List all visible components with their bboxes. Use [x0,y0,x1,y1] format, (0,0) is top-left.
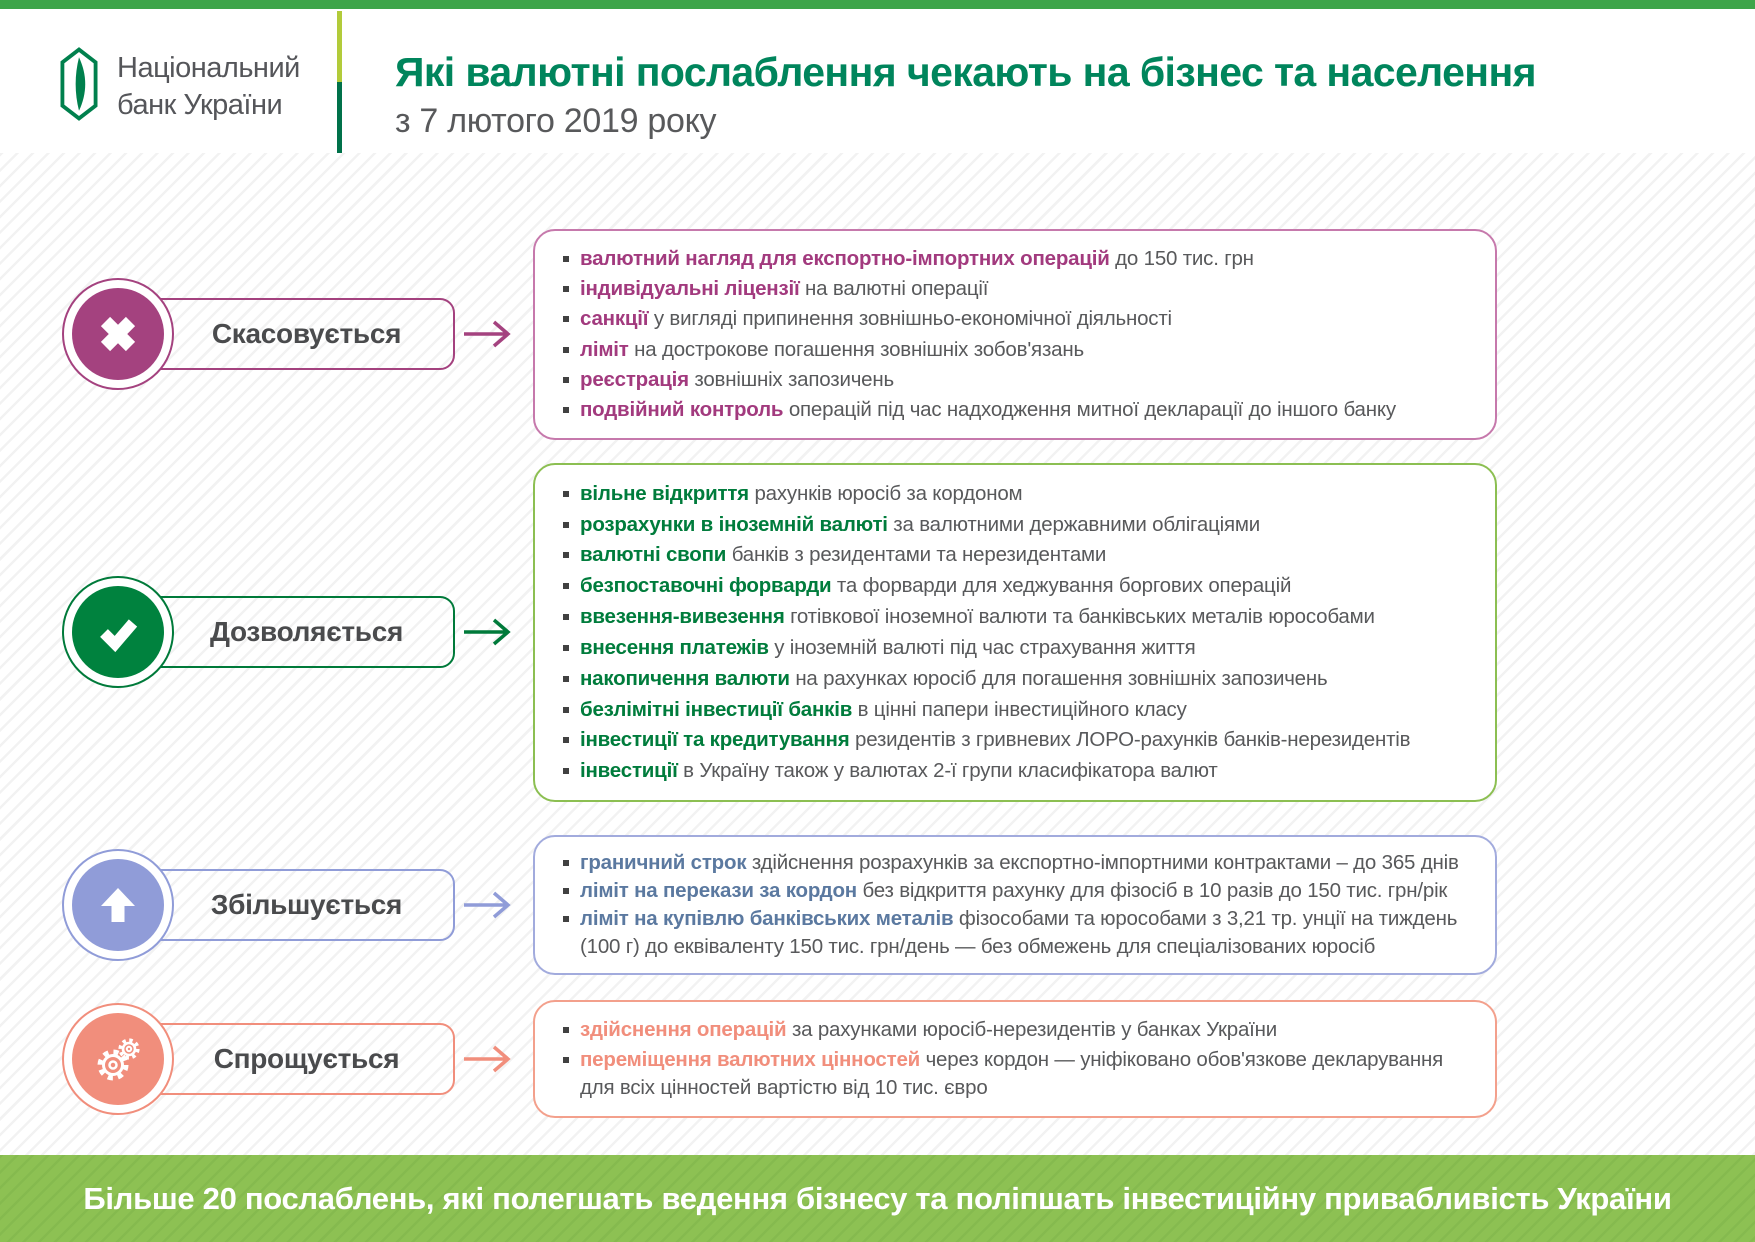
bullet-marker [563,1057,569,1063]
arrow-right-icon [460,887,518,923]
list-item: валютний нагляд для експортно-імпортних операцій до 150 тис. грн [563,245,1467,273]
section-badge [62,574,532,690]
list-item: вільне відкриття рахунків юросіб за кордоном [563,480,1467,508]
list-item: валютні свопи банків з резидентами та нерезидентами [563,541,1467,569]
bullet-marker [563,256,569,262]
items-list [535,231,1495,438]
list-item: безлімітні інвестиції банків в цінні папери інвестиційного класу [563,696,1467,724]
nbu-logo-text [117,50,300,124]
bullet-marker [563,583,569,589]
list-item: безпоставочні форварди та форварди для хеджування боргових операцій [563,572,1467,600]
header [0,9,1755,153]
footer-banner [0,1155,1755,1242]
bullet-marker [563,916,569,922]
check-icon [62,576,174,688]
arrow-right-icon [460,1041,518,1077]
section-badge [62,276,532,392]
bullet-marker [563,768,569,774]
list-item: здійснення операцій за рахунками юросіб-нерезидентів у банках України [563,1016,1467,1044]
section-badge [62,1001,532,1117]
items-box [533,463,1497,802]
list-item: реєстрація зовнішніх запозичень [563,366,1467,394]
arrow-right-icon [460,614,518,650]
list-item: граничний строк здійснення розрахунків за експортно-імпортними контрактами – до 365 днів [563,849,1467,877]
bullet-marker [563,888,569,894]
bullet-marker [563,316,569,322]
header-divider [337,11,342,153]
list-item: інвестиції та кредитування резидентів з гривневих ЛОРО-рахунків банків-нерезидентів [563,726,1467,754]
bullet-marker [563,676,569,682]
list-item: ліміт на дострокове погашення зовнішніх зобов'язань [563,336,1467,364]
divider-bottom-segment [337,82,342,153]
bullet-marker [563,707,569,713]
list-item: переміщення валютних цінностей через кордон — уніфіковано обов'язкове декларування для всіх цінностей вартістю від 10 тис. євро [563,1046,1467,1102]
divider-top-segment [337,11,342,82]
bullet-marker [563,377,569,383]
list-item: індивідуальні ліцензії на валютні операції [563,275,1467,303]
list-item: накопичення валюти на рахунках юросіб для погашення зовнішніх запозичень [563,665,1467,693]
items-box [533,229,1497,440]
items-box [533,835,1497,975]
bullet-marker [563,347,569,353]
bullet-marker [563,1027,569,1033]
footer-text: Більше 20 послаблень, які полегшать ведення бізнесу та поліпшать інвестиційну привабливість України [83,1180,1672,1216]
section-badge [62,847,532,963]
arrow-up-icon [62,849,174,961]
bullet-marker [563,522,569,528]
x-icon [62,278,174,390]
arrow-right-icon [460,316,518,352]
list-item: санкції у вигляді припинення зовнішньо-економічної діяльності [563,305,1467,333]
bullet-marker [563,552,569,558]
bullet-marker [563,860,569,866]
page-title: Які валютні послаблення чекають на бізнес та населення [395,49,1536,95]
logo-line2: банк України [117,88,283,121]
nbu-emblem-icon [55,47,103,126]
list-item: ліміт на перекази за кордон без відкриття рахунку для фізосіб в 10 разів до 150 тис. грн/рік [563,877,1467,905]
items-list [535,465,1495,800]
gears-icon [62,1003,174,1115]
page-subtitle: з 7 лютого 2019 року [395,102,717,140]
nbu-logo [55,47,300,126]
items-box [533,1000,1497,1118]
list-item: інвестиції в Україну також у валютах 2-ї групи класифікатора валют [563,757,1467,785]
list-item: розрахунки в іноземній валюті за валютними державними облігаціями [563,511,1467,539]
list-item: ліміт на купівлю банківських металів фізособами та юрособами з 3,21 тр. унції на тиждень (100 г) до еквіваленту 150 тис. грн/день — без обмежень для спеціалізованих юросіб [563,905,1467,961]
list-item: подвійний контроль операцій під час надходження митної декларації до іншого банку [563,396,1467,424]
list-item: внесення платежів у іноземній валюті під час страхування життя [563,634,1467,662]
bullet-marker [563,491,569,497]
bullet-marker [563,407,569,413]
bullet-marker [563,286,569,292]
items-list [535,837,1495,973]
bullet-marker [563,737,569,743]
section-label: Скасовується [211,318,402,349]
logo-line1: Національний [117,51,300,84]
bullet-marker [563,614,569,620]
section-label: Дозволяється [209,616,403,647]
section-label: Збільшується [210,889,403,920]
section-label: Спрощується [213,1043,400,1074]
list-item: ввезення-вивезення готівкової іноземної валюти та банківських металів юрособами [563,603,1467,631]
bullet-marker [563,645,569,651]
top-green-stripe [0,0,1755,9]
items-list [535,1002,1495,1116]
